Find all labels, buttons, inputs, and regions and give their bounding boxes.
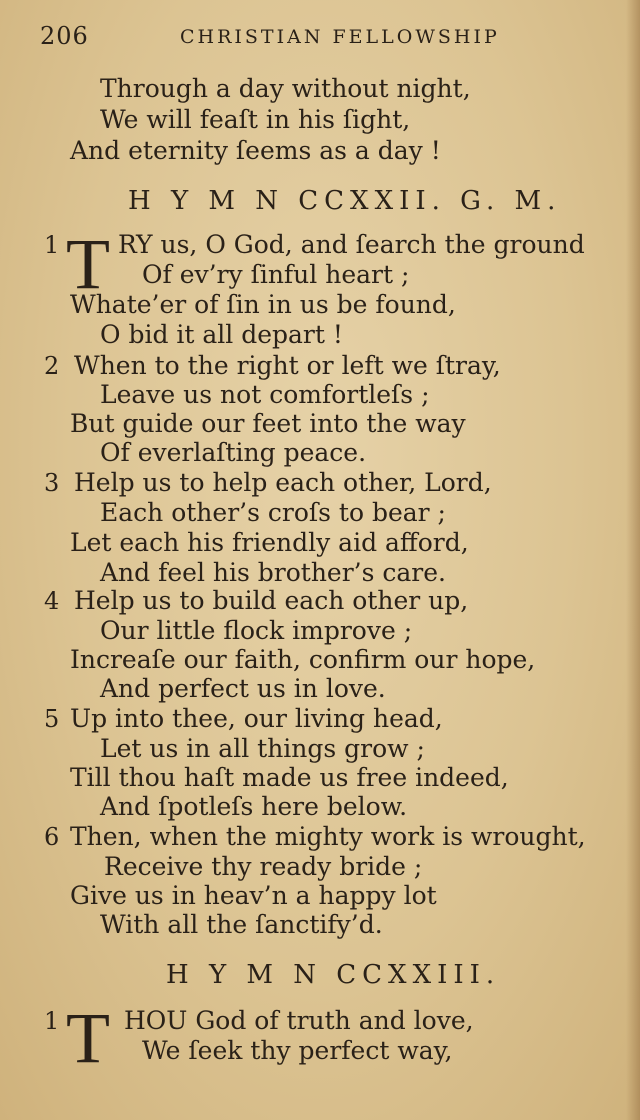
verse-line: Help us to build each other up, <box>74 586 469 615</box>
drop-cap: T <box>66 998 110 1078</box>
verse-number: 4 <box>44 587 60 615</box>
verse-line: Of everlaſting peace. <box>100 438 367 467</box>
verse-line: Increaſe our faith, confirm our hope, <box>70 645 536 674</box>
verse-line: With all the ſanctify’d. <box>100 910 383 939</box>
prev-hymn-line: And eternity ſeems as a day ! <box>70 136 441 165</box>
drop-cap: T <box>66 224 110 304</box>
verse-line: Up into thee, our living head, <box>70 704 443 733</box>
verse-line: RY us, O God, and ſearch the ground <box>118 230 585 259</box>
page-number: 206 <box>40 22 89 50</box>
verse-line: Our little flock improve ; <box>100 616 413 645</box>
running-title: CHRISTIAN FELLOWSHIP <box>180 26 500 48</box>
hymn-title: H Y M N CCXXII. G. M. <box>128 186 562 216</box>
verse-line: We ſeek thy perfect way, <box>142 1036 453 1065</box>
verse-line: HOU God of truth and love, <box>124 1006 474 1035</box>
verse-line: Help us to help each other, Lord, <box>74 468 492 497</box>
verse-number: 1 <box>44 231 60 259</box>
verse-line: But guide our feet into the way <box>70 409 466 438</box>
page-edge-shadow <box>626 0 640 1120</box>
verse-number: 2 <box>44 352 60 380</box>
verse-line: Till thou haſt made us free indeed, <box>70 763 509 792</box>
verse-line: And ſpotleſs here below. <box>100 792 408 821</box>
verse-line: Then, when the mighty work is wrought, <box>70 822 586 851</box>
verse-number: 5 <box>44 705 60 733</box>
verse-line: When to the right or left we ſtray, <box>74 351 501 380</box>
verse-line: Let us in all things grow ; <box>100 734 425 763</box>
verse-line: Of ev’ry ſinful heart ; <box>142 260 410 289</box>
verse-line: Leave us not comfortleſs ; <box>100 380 430 409</box>
verse-line: Receive thy ready bride ; <box>104 852 423 881</box>
page-header <box>40 22 600 54</box>
verse-line: Each other’s croſs to bear ; <box>100 498 446 527</box>
verse-line: Let each his friendly aid afford, <box>70 528 469 557</box>
verse-line: And perfect us in love. <box>100 674 386 703</box>
verse-line: O bid it all depart ! <box>100 320 343 349</box>
verse-number: 6 <box>44 823 60 851</box>
verse-line: Give us in heav’n a happy lot <box>70 881 437 910</box>
hymn-title: H Y M N CCXXIII. <box>166 960 501 990</box>
verse-number: 1 <box>44 1007 60 1035</box>
verse-number: 3 <box>44 469 60 497</box>
verse-line: Whate’er of ſin in us be found, <box>70 290 456 319</box>
prev-hymn-line: Through a day without night, <box>100 74 471 103</box>
prev-hymn-line: We will feaſt in his ſight, <box>100 105 411 134</box>
verse-line: And feel his brother’s care. <box>100 558 446 587</box>
